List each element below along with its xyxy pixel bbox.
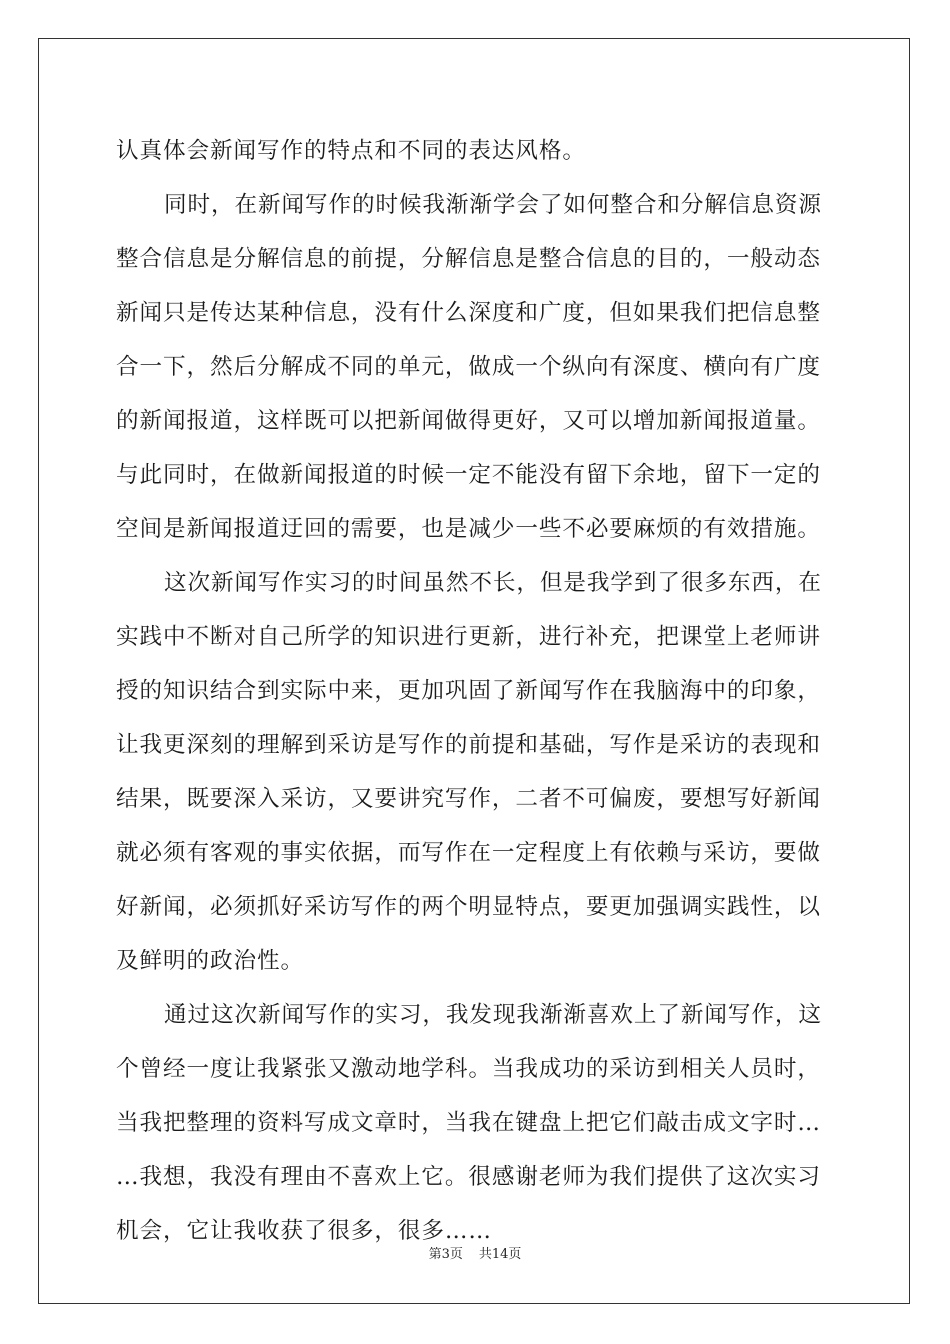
text-line: 机会，它让我收获了很多，很多…… bbox=[116, 1218, 492, 1244]
text-line: 通过这次新闻写作的实习，我发现我渐渐喜欢上了新闻写作，这 bbox=[164, 1002, 822, 1028]
text-line: 个曾经一度让我紧张又激动地学科。当我成功的采访到相关人员时， bbox=[116, 1056, 821, 1082]
text-line: 这次新闻写作实习的时间虽然不长，但是我学到了很多东西，在 bbox=[164, 570, 822, 596]
text-line: 认真体会新闻写作的特点和不同的表达风格。 bbox=[116, 138, 586, 164]
text-line: 新闻只是传达某种信息，没有什么深度和广度，但如果我们把信息整 bbox=[116, 300, 821, 326]
text-line: 好新闻，必须抓好采访写作的两个明显特点，要更加强调实践性，以 bbox=[116, 894, 821, 920]
text-line: 空间是新闻报道迂回的需要，也是减少一些不必要麻烦的有效措施。 bbox=[116, 516, 821, 542]
page-total: 共14页 bbox=[478, 1247, 522, 1262]
text-line: 同时，在新闻写作的时候我渐渐学会了如何整合和分解信息资源 bbox=[164, 192, 822, 218]
text-line: 合一下，然后分解成不同的单元，做成一个纵向有深度、横向有广度 bbox=[116, 354, 821, 380]
text-line: …我想，我没有理由不喜欢上它。很感谢老师为我们提供了这次实习 bbox=[116, 1164, 821, 1190]
text-line: 结果，既要深入采访，又要讲究写作，二者不可偏废，要想写好新闻 bbox=[116, 786, 821, 812]
document-body bbox=[116, 124, 836, 1258]
text-line: 授的知识结合到实际中来，更加巩固了新闻写作在我脑海中的印象， bbox=[116, 678, 821, 704]
page-number: 第3页 bbox=[428, 1247, 463, 1262]
page-footer bbox=[0, 1243, 950, 1262]
text-line: 让我更深刻的理解到采访是写作的前提和基础，写作是采访的表现和 bbox=[116, 732, 821, 758]
text-line: 就必须有客观的事实依据，而写作在一定程度上有依赖与采访，要做 bbox=[116, 840, 821, 866]
text-line: 与此同时，在做新闻报道的时候一定不能没有留下余地，留下一定的 bbox=[116, 462, 821, 488]
text-line: 的新闻报道，这样既可以把新闻做得更好，又可以增加新闻报道量。 bbox=[116, 408, 821, 434]
text-line: 及鲜明的政治性。 bbox=[116, 948, 304, 974]
text-line: 当我把整理的资料写成文章时，当我在键盘上把它们敲击成文字时… bbox=[116, 1110, 821, 1136]
text-line: 实践中不断对自己所学的知识进行更新，进行补充，把课堂上老师讲 bbox=[116, 624, 821, 650]
text-line: 整合信息是分解信息的前提，分解信息是整合信息的目的，一般动态 bbox=[116, 246, 821, 272]
